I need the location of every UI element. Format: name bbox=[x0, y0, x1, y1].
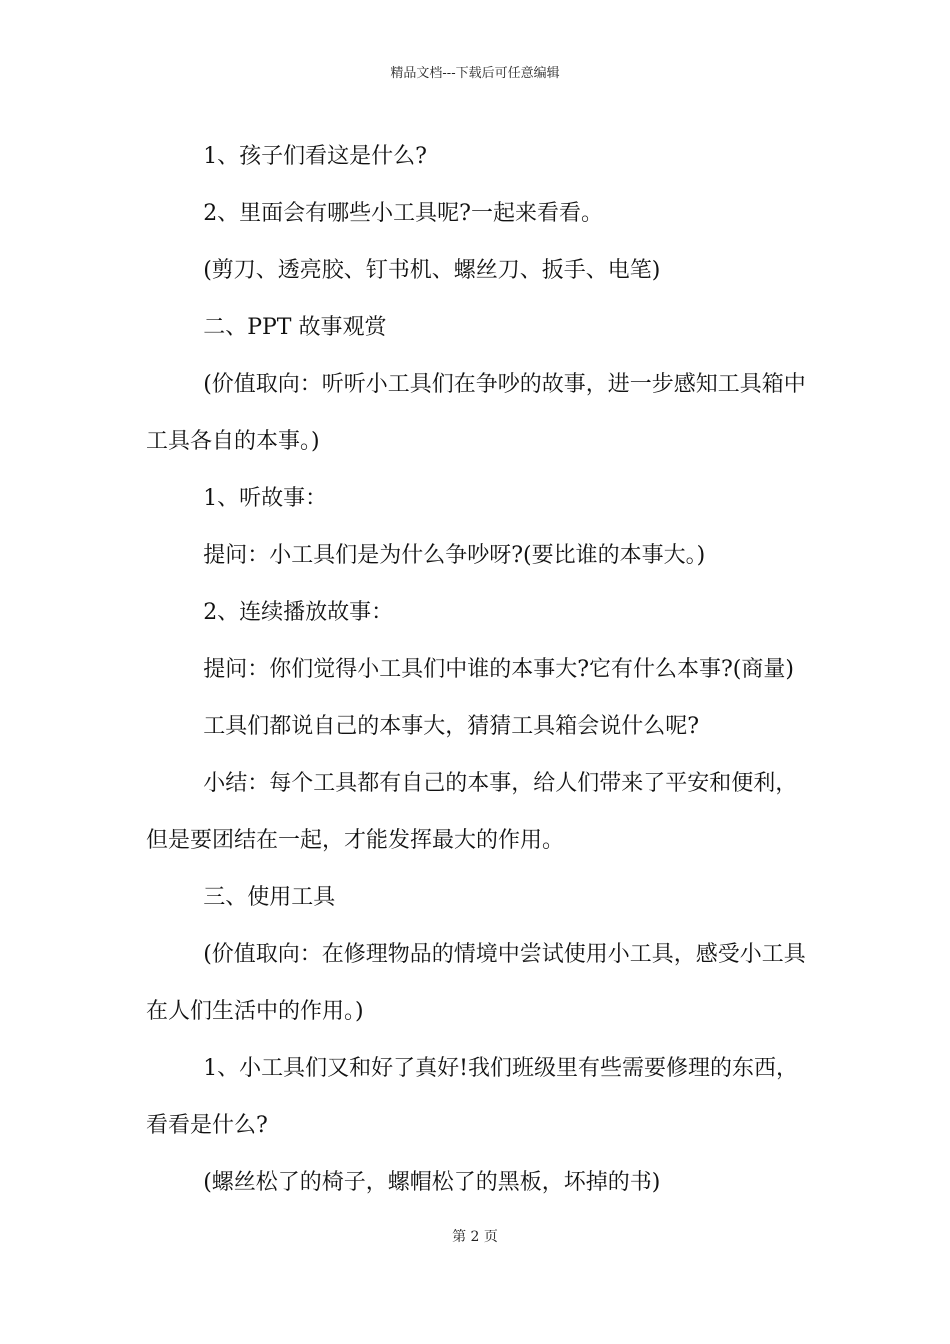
paragraph: 1、小工具们又和好了真好!我们班级里有些需要修理的东西，看看是什么? bbox=[146, 1056, 799, 1138]
document-body bbox=[146, 128, 811, 1211]
page-header: 精品文档---下载后可任意编辑 bbox=[390, 66, 560, 81]
paragraph: (价值取向：听听小工具们在争吵的故事，进一步感知工具箱中工具各自的本事。) bbox=[146, 372, 806, 454]
paragraph: (价值取向：在修理物品的情境中尝试使用小工具，感受小工具在人们生活中的作用。) bbox=[146, 942, 806, 1024]
page-number: 第 2 页 bbox=[452, 1229, 498, 1245]
section-heading: 三、使用工具 bbox=[203, 885, 336, 910]
paragraph: 工具们都说自己的本事大，猜猜工具箱会说什么呢? bbox=[203, 714, 699, 739]
paragraph: 2、连续播放故事： bbox=[203, 600, 394, 625]
paragraph: 小结：每个工具都有自己的本事，给人们带来了平安和便利，但是要团结在一起，才能发挥最大的作用。 bbox=[146, 771, 798, 853]
paragraph: (剪刀、透亮胶、钉书机、螺丝刀、扳手、电笔) bbox=[203, 258, 661, 283]
paragraph: 1、孩子们看这是什么? bbox=[203, 144, 427, 169]
paragraph: 2、里面会有哪些小工具呢?一起来看看。 bbox=[203, 201, 603, 226]
paragraph: 提问：小工具们是为什么争吵呀?(要比谁的本事大。) bbox=[203, 543, 706, 568]
paragraph: 提问：你们觉得小工具们中谁的本事大?它有什么本事?(商量) bbox=[203, 657, 794, 682]
paragraph: (螺丝松了的椅子，螺帽松了的黑板，坏掉的书) bbox=[203, 1170, 661, 1195]
paragraph: 1、听故事： bbox=[203, 486, 328, 511]
section-heading: 二、PPT 故事观赏 bbox=[203, 315, 387, 340]
